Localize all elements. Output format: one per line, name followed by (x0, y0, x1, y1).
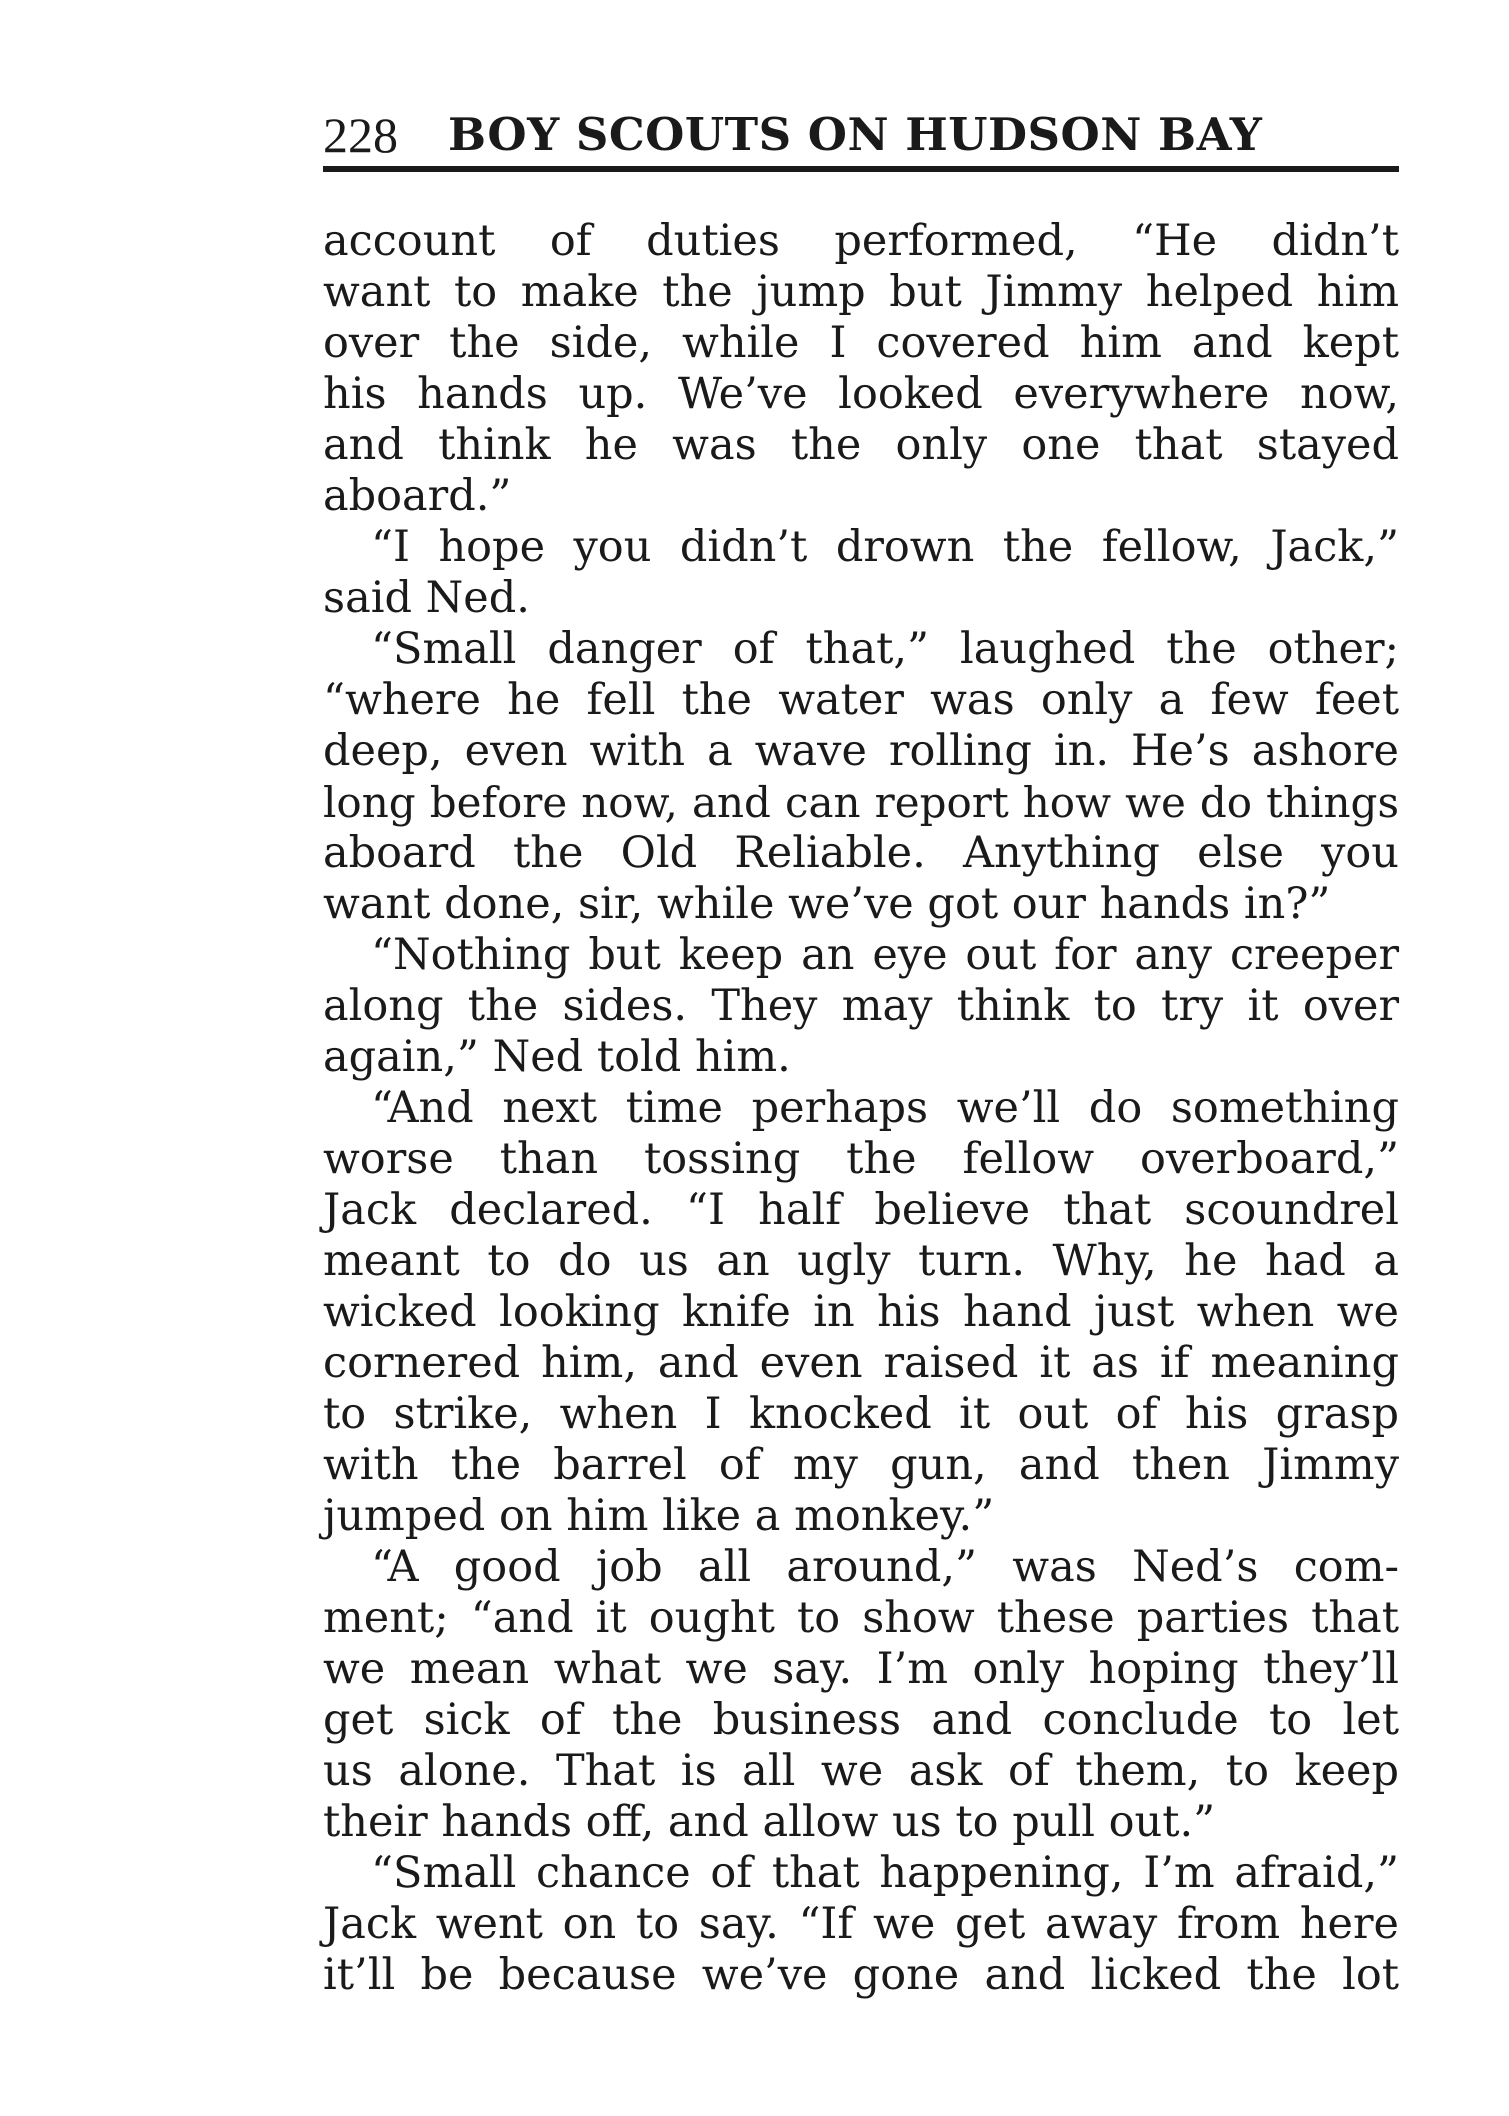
text-line: get sick of the business and conclude to let (323, 1695, 1399, 1745)
text-line: again,” Ned told him. (323, 1032, 791, 1082)
body-text (323, 216, 1399, 2001)
text-line: Jack declared. “I half believe that scoundrel (323, 1185, 1399, 1235)
text-line: his hands up. We’ve looked everywhere now, (323, 369, 1399, 419)
text-line: “I hope you didn’t drown the fellow, Jack,” (371, 522, 1399, 572)
text-line: aboard the Old Reliable. Anything else you (323, 828, 1399, 878)
text-line: with the barrel of my gun, and then Jimmy (323, 1440, 1399, 1490)
text-line: cornered him, and even raised it as if meaning (323, 1338, 1399, 1388)
text-line: “And next time perhaps we’ll do something (371, 1083, 1399, 1133)
page-number: 228 (323, 107, 398, 163)
text-line: worse than tossing the fellow overboard,” (323, 1134, 1399, 1184)
text-line: said Ned. (323, 573, 530, 623)
text-line: to strike, when I knocked it out of his grasp (323, 1389, 1399, 1439)
text-line: “A good job all around,” was Ned’s com- (371, 1542, 1399, 1592)
text-line: along the sides. They may think to try it over (323, 981, 1399, 1031)
text-line: us alone. That is all we ask of them, to keep (323, 1746, 1399, 1796)
running-head (323, 100, 1399, 170)
text-line: “Nothing but keep an eye out for any creeper (371, 930, 1399, 980)
text-line: jumped on him like a monkey.” (323, 1491, 995, 1541)
text-line: long before now, and can report how we do things (323, 778, 1399, 827)
text-line: ment; “and it ought to show these parties that (323, 1593, 1399, 1643)
header-rule (323, 166, 1399, 172)
text-line: “where he fell the water was only a few feet (323, 675, 1399, 725)
book-title: BOY SCOUTS ON HUDSON BAY (448, 108, 1263, 161)
text-line: we mean what we say. I’m only hoping they’ll (323, 1644, 1399, 1694)
text-line: “Small chance of that happening, I’m afraid,” (371, 1848, 1399, 1898)
text-line: aboard.” (323, 471, 512, 521)
text-line: wicked looking knife in his hand just when we (323, 1287, 1399, 1337)
text-line: deep, even with a wave rolling in. He’s ashore (323, 726, 1399, 776)
text-line: want to make the jump but Jimmy helped him (323, 267, 1399, 317)
text-line: account of duties performed, “He didn’t (323, 216, 1399, 266)
text-line: it’ll be because we’ve gone and licked the lot (323, 1950, 1399, 2000)
text-line: over the side, while I covered him and kept (323, 318, 1399, 368)
text-line: their hands off, and allow us to pull out.” (323, 1797, 1216, 1847)
text-line: “Small danger of that,” laughed the other; (371, 624, 1399, 674)
text-line: want done, sir, while we’ve got our hands in?” (323, 879, 1331, 929)
text-line: and think he was the only one that stayed (323, 420, 1399, 470)
text-line: meant to do us an ugly turn. Why, he had a (323, 1236, 1399, 1286)
text-line: Jack went on to say. “If we get away from here (323, 1899, 1399, 1949)
